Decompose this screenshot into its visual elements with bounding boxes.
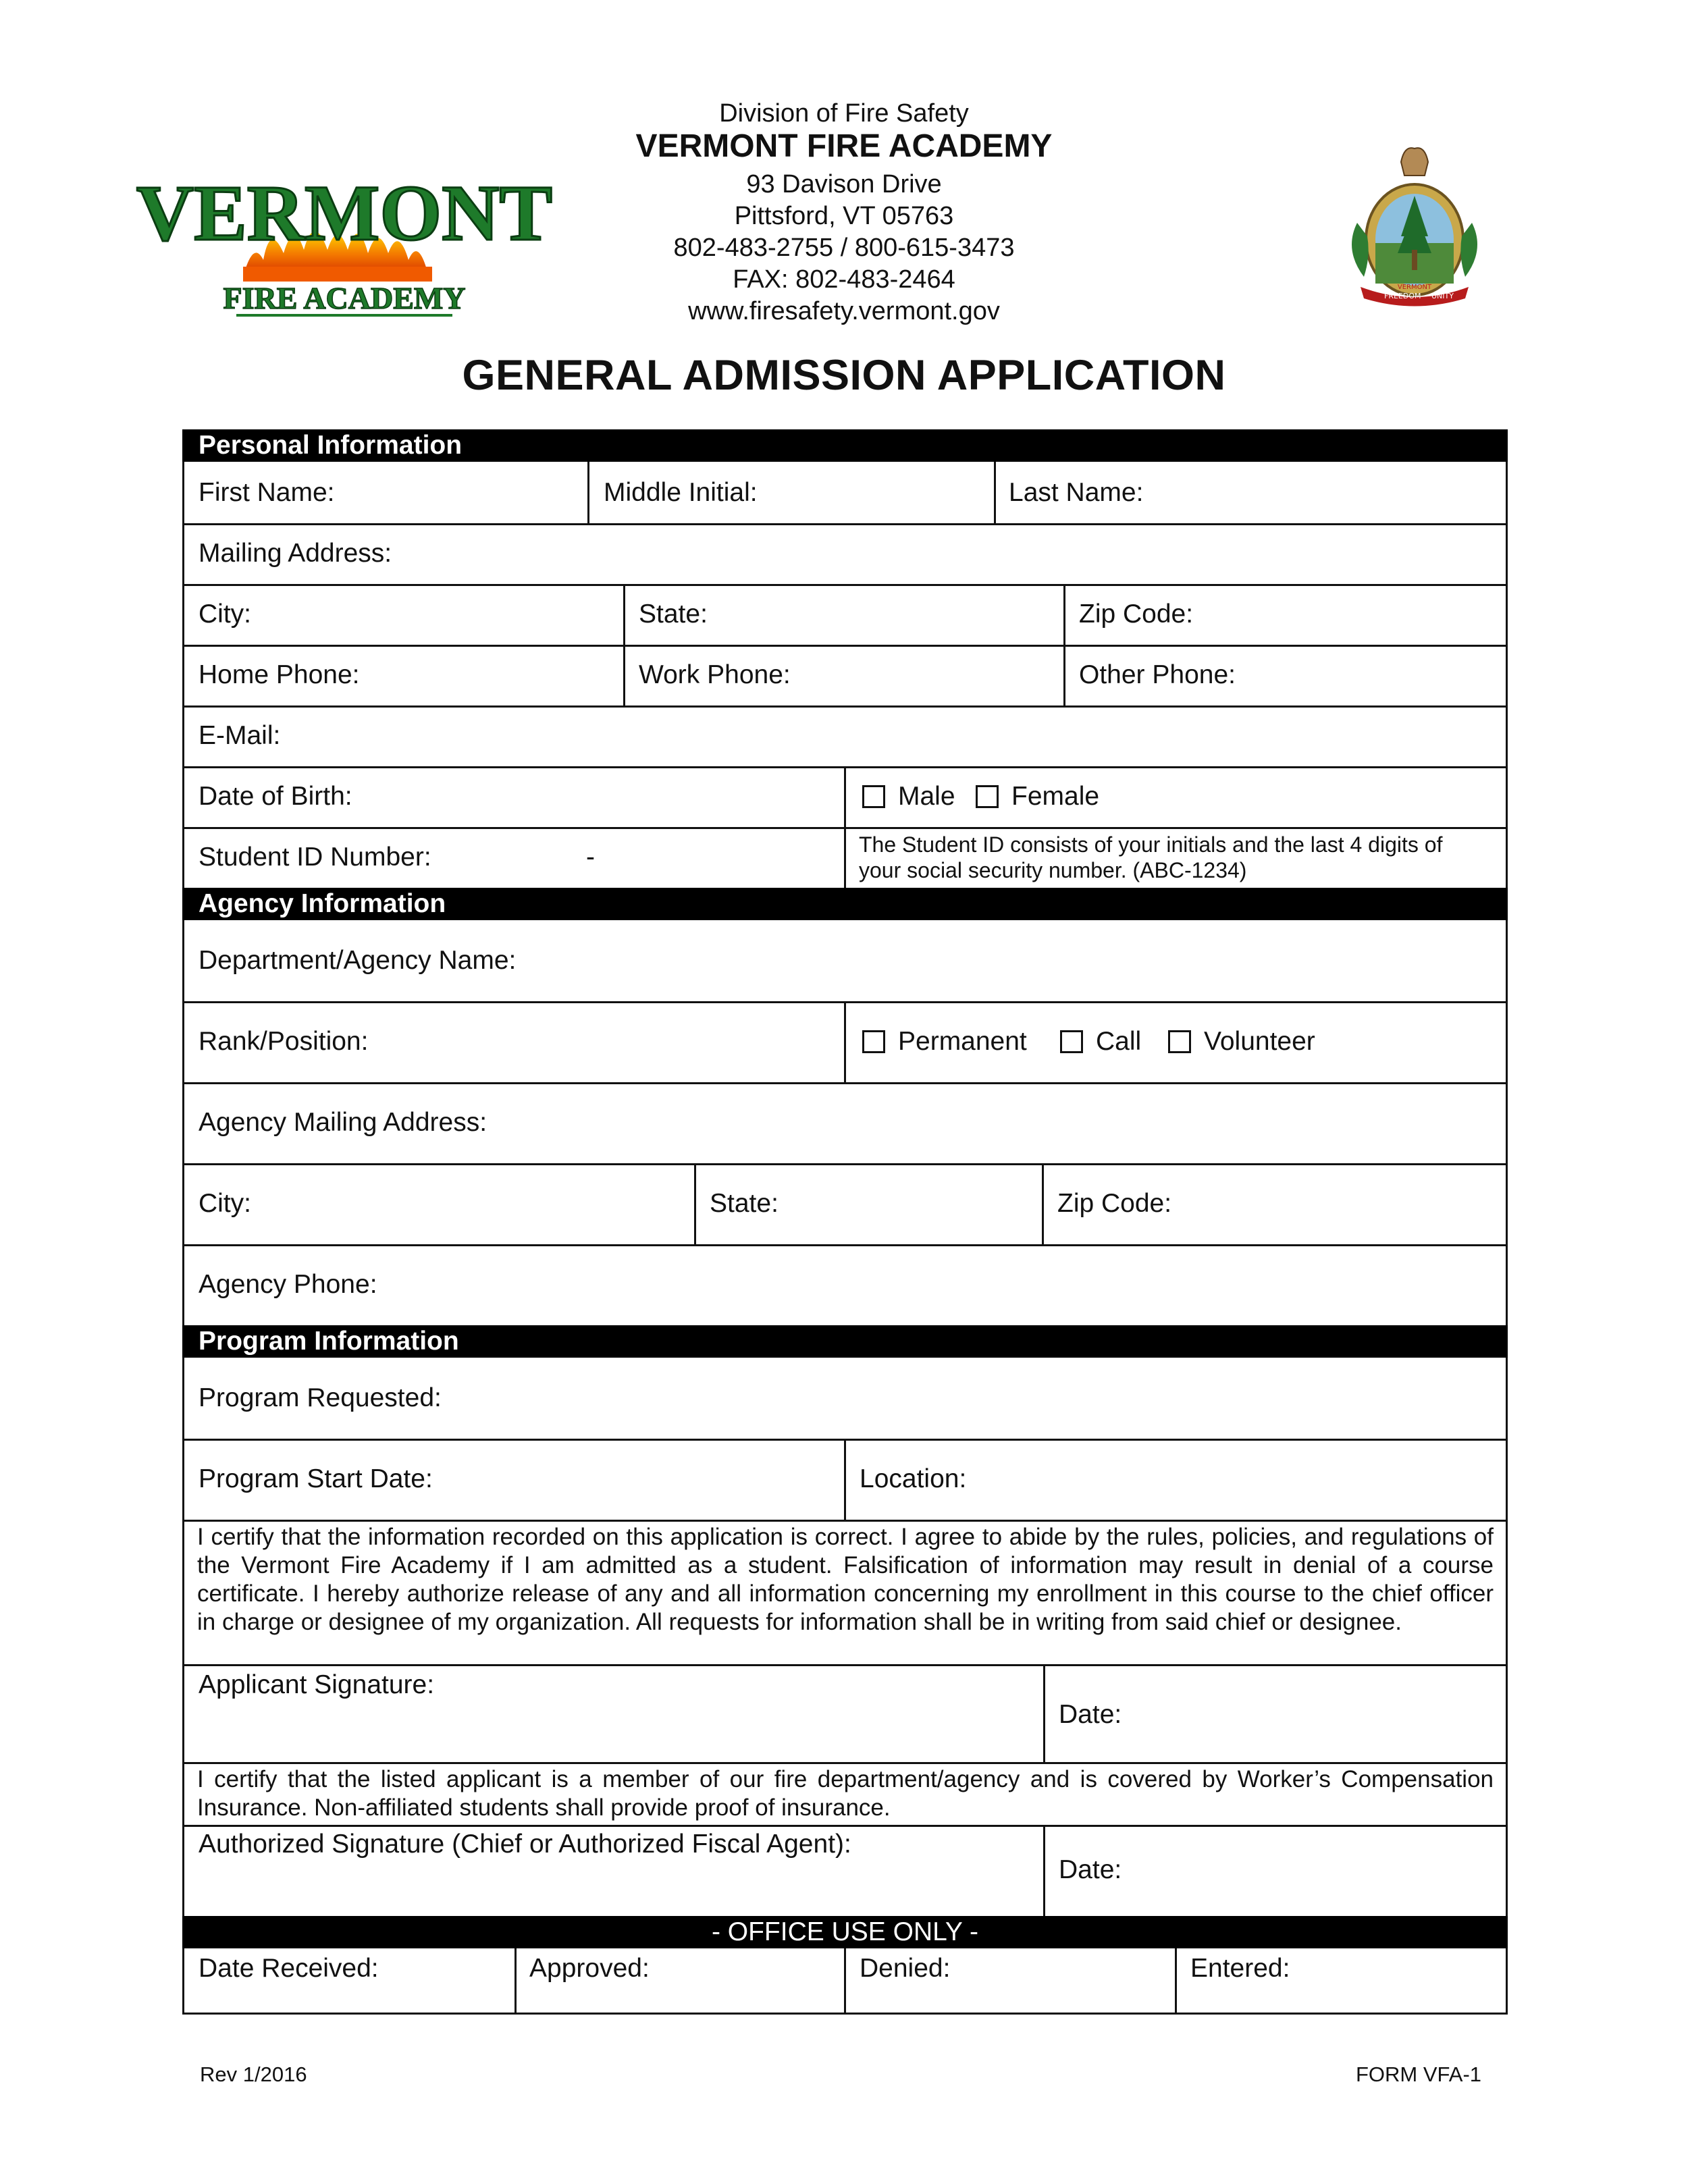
entered-field[interactable]: Entered: <box>1190 1954 1290 1983</box>
approved-field[interactable]: Approved: <box>529 1954 650 1983</box>
authorized-signature-field[interactable]: Authorized Signature (Chief or Authorized Fiscal Agent): <box>199 1830 851 1859</box>
svg-text:FIRE ACADEMY: FIRE ACADEMY <box>223 281 466 315</box>
vermont-fire-academy-logo <box>136 159 553 317</box>
permanent-checkbox[interactable] <box>862 1030 885 1053</box>
applicant-signature-field[interactable]: Applicant Signature: <box>199 1670 435 1699</box>
email-field[interactable]: E-Mail: <box>199 721 281 750</box>
agency-phone-field[interactable]: Agency Phone: <box>199 1270 377 1299</box>
last-name-field[interactable]: Last Name: <box>1009 478 1144 507</box>
agency-state-field[interactable]: State: <box>710 1189 779 1218</box>
authorized-date-field[interactable]: Date: <box>1059 1855 1122 1884</box>
svg-text:VERMONT: VERMONT <box>1397 284 1432 291</box>
form-number: FORM VFA-1 <box>1356 2062 1482 2086</box>
first-name-field[interactable]: First Name: <box>199 478 335 507</box>
academy-address: 93 Davison Drive <box>746 170 942 198</box>
svg-text:UNITY: UNITY <box>1431 292 1454 300</box>
student-id-dash: - <box>586 843 595 872</box>
call-label: Call <box>1096 1027 1142 1056</box>
male-checkbox[interactable] <box>862 785 885 808</box>
volunteer-checkbox[interactable] <box>1168 1030 1191 1053</box>
academy-name: VERMONT FIRE ACADEMY <box>635 128 1053 164</box>
volunteer-label: Volunteer <box>1204 1027 1315 1056</box>
date-received-field[interactable]: Date Received: <box>199 1954 379 1983</box>
zip-code-field[interactable]: Zip Code: <box>1079 600 1194 629</box>
division-name: Division of Fire Safety <box>719 99 969 128</box>
academy-city: Pittsford, VT 05763 <box>734 202 954 230</box>
permanent-label: Permanent <box>898 1027 1027 1056</box>
revision-label: Rev 1/2016 <box>200 2062 307 2086</box>
department-agency-name-field[interactable]: Department/Agency Name: <box>199 946 517 975</box>
section-personal-information: Personal Information <box>182 429 1508 462</box>
program-start-date-field[interactable]: Program Start Date: <box>199 1464 433 1493</box>
other-phone-field[interactable]: Other Phone: <box>1079 660 1236 689</box>
female-label: Female <box>1011 782 1100 811</box>
middle-initial-field[interactable]: Middle Initial: <box>604 478 758 507</box>
program-requested-field[interactable]: Program Requested: <box>199 1383 442 1412</box>
state-field[interactable]: State: <box>639 600 708 629</box>
denied-field[interactable]: Denied: <box>860 1954 951 1983</box>
svg-text:FREEDOM: FREEDOM <box>1384 292 1421 300</box>
rank-position-field[interactable]: Rank/Position: <box>199 1027 369 1056</box>
student-id-note: The Student ID consists of your initials and the last 4 digits of your social security number. (ABC-1234) <box>859 832 1443 882</box>
academy-fax: FAX: 802-483-2464 <box>733 265 955 294</box>
office-use-only-banner: - OFFICE USE ONLY - <box>182 1916 1508 1948</box>
mailing-address-field[interactable]: Mailing Address: <box>199 539 392 568</box>
academy-website[interactable]: www.firesafety.vermont.gov <box>688 297 1000 325</box>
section-program-information: Program Information <box>182 1325 1508 1358</box>
page-title: GENERAL ADMISSION APPLICATION <box>462 352 1226 399</box>
home-phone-field[interactable]: Home Phone: <box>199 660 360 689</box>
date-of-birth-field[interactable]: Date of Birth: <box>199 782 352 811</box>
agency-zip-code-field[interactable]: Zip Code: <box>1057 1189 1172 1218</box>
male-label: Male <box>898 782 955 811</box>
agency-mailing-address-field[interactable]: Agency Mailing Address: <box>199 1108 487 1137</box>
student-id-field[interactable]: Student ID Number: <box>199 843 431 872</box>
academy-phones: 802-483-2755 / 800-615-3473 <box>673 234 1015 262</box>
work-phone-field[interactable]: Work Phone: <box>639 660 791 689</box>
agency-city-field[interactable]: City: <box>199 1189 251 1218</box>
section-agency-information: Agency Information <box>182 888 1508 920</box>
agency-certification-text: I certify that the listed applicant is a member of our fire department/agency and is covered by Worker’s Compensation Insurance. Non-affiliated students shall provide proof of insurance. <box>197 1766 1494 1821</box>
call-checkbox[interactable] <box>1060 1030 1083 1053</box>
female-checkbox[interactable] <box>976 785 999 808</box>
vermont-state-seal <box>1337 142 1492 311</box>
applicant-certification-text: I certify that the information recorded on this application is correct. I agree to abide by the rules, policies, and regulations of the Vermont Fire Academy if I am admitted as a student. Falsification of information may result in denial of a course certificate. I hereby authorize release of any and all information concerning my enrollment in this course to the chief officer in charge or designee of my organization. All requests for information shall be in writing from said chief or designee. <box>197 1524 1494 1635</box>
svg-text:VERMONT: VERMONT <box>136 169 553 257</box>
applicant-date-field[interactable]: Date: <box>1059 1700 1122 1729</box>
city-field[interactable]: City: <box>199 600 251 629</box>
location-field[interactable]: Location: <box>860 1464 967 1493</box>
